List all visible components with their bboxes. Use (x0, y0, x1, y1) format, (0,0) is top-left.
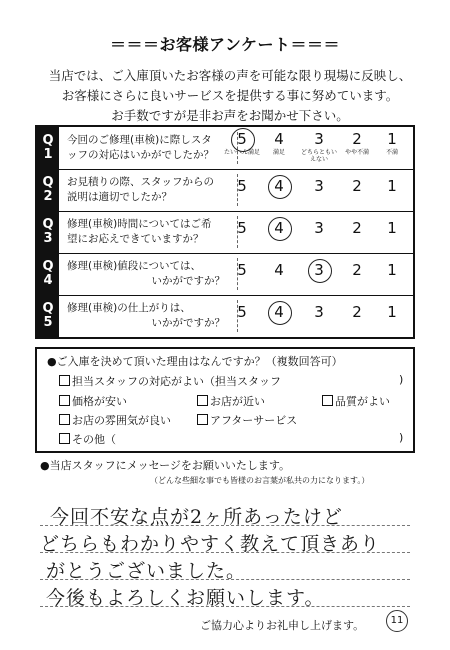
checkbox-label: お店が近い (210, 395, 265, 408)
question-label-char: 5 (43, 315, 53, 330)
rating-option[interactable]: 4 (274, 130, 284, 148)
paren-close: ) (399, 373, 404, 386)
question-row (37, 169, 413, 212)
handwritten-line: 今後もよろしくお願いします。 (46, 587, 325, 609)
checkbox-label: 品質がよい (335, 395, 390, 408)
answer-circle (268, 217, 292, 241)
checkbox-label: お店の雰囲気が良い (72, 414, 171, 427)
checkbox-box[interactable] (59, 414, 70, 425)
rating-option[interactable]: 2 (352, 177, 362, 195)
question-row (37, 127, 413, 170)
question-text (67, 259, 229, 289)
question-text (67, 175, 229, 205)
message-header: ●当店スタッフにメッセージをお願いいたします。 (40, 459, 291, 472)
answer-circle (268, 175, 292, 199)
rating-option[interactable]: 5 (237, 130, 247, 148)
checkbox-label: 担当スタッフの対応がよい（担当スタッフ (72, 375, 281, 388)
question-label-char: Q (42, 301, 54, 316)
question-label-char: 3 (43, 231, 53, 246)
question-text (67, 301, 229, 331)
question-label-char: Q (42, 217, 54, 232)
rating-option[interactable]: 4 (274, 261, 284, 279)
question-row (37, 253, 413, 296)
message-note: （どんな些細な事でも皆様のお言葉が私共の力になります。） (150, 476, 370, 485)
rating-option[interactable]: 2 (352, 261, 362, 279)
checkbox-other[interactable] (59, 431, 116, 447)
intro-text (20, 66, 440, 126)
question-line: 説明は適切でしたか？ (67, 191, 172, 203)
thank-you-footer: ご協力心よりお礼申し上げます。 (200, 619, 365, 632)
handwritten-line: どちらもわかりやすく教えて頂きあり (40, 533, 381, 555)
checkbox-box[interactable] (59, 375, 70, 386)
question-line: 修理(車検)値段については、 (67, 260, 201, 272)
survey-title: ＝＝＝お客様アンケート＝＝＝ (109, 35, 341, 54)
page-number: 11 (386, 610, 408, 632)
checkbox-atmosphere[interactable] (59, 412, 171, 428)
checkbox-box[interactable] (59, 395, 70, 406)
rating-option[interactable]: 4 (274, 177, 284, 195)
question-label-char: Q (42, 259, 54, 274)
intro-line: お手数ですが是非お声をお聞かせ下さい。 (111, 108, 349, 123)
question-row (37, 211, 413, 254)
rating-option[interactable]: 3 (314, 303, 324, 321)
checkbox-label: その他（ (72, 433, 116, 446)
paren-close: ) (399, 431, 404, 444)
checkbox-box[interactable] (322, 395, 333, 406)
question-line: お見積りの際、スタッフからの (67, 176, 214, 188)
question-line: 修理(車検)の仕上がりは、 (67, 302, 191, 314)
checkbox-box[interactable] (197, 414, 208, 425)
rating-option[interactable]: 1 (387, 177, 397, 195)
checkbox-staff[interactable] (59, 373, 281, 389)
checkbox-label: 価格が安い (72, 395, 127, 408)
reasons-section (35, 347, 415, 453)
rating-option[interactable]: 3 (314, 177, 324, 195)
rating-option[interactable]: 3 (314, 130, 324, 148)
rating-option[interactable]: 3 (314, 261, 324, 279)
rating-option[interactable]: 1 (387, 219, 397, 237)
rating-option[interactable]: 5 (237, 261, 247, 279)
rating-option[interactable]: 1 (387, 130, 397, 148)
rating-option[interactable]: 5 (237, 303, 247, 321)
answer-circle (268, 301, 292, 325)
rating-option[interactable]: 4 (274, 219, 284, 237)
rating-caption: やや不満 (344, 149, 369, 156)
question-label (37, 295, 59, 337)
question-label-char: 1 (43, 147, 53, 162)
question-label-char: 2 (43, 189, 53, 204)
rating-caption: 満足 (272, 149, 285, 156)
question-line: ッフの対応はいかがでしたか？ (67, 149, 214, 161)
question-line: 修理(車検)時間についてはご希 (67, 218, 212, 230)
handwritten-line: がとうございました。 (46, 560, 247, 582)
question-label (37, 127, 59, 169)
questions-table (35, 125, 415, 339)
question-line: 望にお応えできていますか？ (67, 233, 204, 245)
rating-option[interactable]: 3 (314, 219, 324, 237)
reasons-header: ●ご入庫を決めて頂いた理由はなんですか？（複数回答可） (47, 355, 343, 368)
rating-option[interactable]: 1 (387, 261, 397, 279)
question-row (37, 295, 413, 337)
answer-circle (231, 128, 255, 152)
checkbox-box[interactable] (59, 433, 70, 444)
checkbox-after-service[interactable] (197, 412, 297, 428)
question-text (67, 217, 229, 247)
rating-caption: どちらともいえない (301, 149, 338, 163)
checkbox-box[interactable] (197, 395, 208, 406)
rating-option[interactable]: 5 (237, 177, 247, 195)
rating-option[interactable]: 2 (352, 219, 362, 237)
rating-option[interactable]: 1 (387, 303, 397, 321)
checkbox-near[interactable] (197, 393, 265, 409)
rating-option[interactable]: 2 (352, 303, 362, 321)
rating-option[interactable]: 5 (237, 219, 247, 237)
question-line: いかがですか？ (151, 317, 225, 329)
intro-line: お客様にさらに良いサービスを提供する事に努めています。 (61, 88, 399, 103)
checkbox-cheap[interactable] (59, 393, 127, 409)
rating-option[interactable]: 2 (352, 130, 362, 148)
answer-circle (308, 259, 332, 283)
question-label (37, 169, 59, 211)
rating-caption: 不満 (385, 149, 398, 156)
checkbox-quality[interactable] (322, 393, 390, 409)
question-line: いかがですか？ (151, 275, 225, 287)
checkbox-label: アフターサービス (210, 414, 298, 427)
question-label (37, 253, 59, 295)
question-text (67, 133, 229, 163)
intro-line: 当店では、ご入庫頂いたお客様の声を可能な限り現場に反映し、 (48, 68, 412, 83)
rating-caption: たいへん満足 (224, 149, 261, 156)
message-area[interactable] (40, 500, 410, 610)
question-label (37, 211, 59, 253)
question-label-char: Q (42, 133, 54, 148)
rating-option[interactable]: 4 (274, 303, 284, 321)
question-label-char: Q (42, 175, 54, 190)
question-line: 今回のご修理(車検)に際しスタ (67, 134, 212, 146)
question-label-char: 4 (43, 273, 53, 288)
handwritten-line: 今回不安な点が2ヶ所あったけど (50, 506, 343, 528)
